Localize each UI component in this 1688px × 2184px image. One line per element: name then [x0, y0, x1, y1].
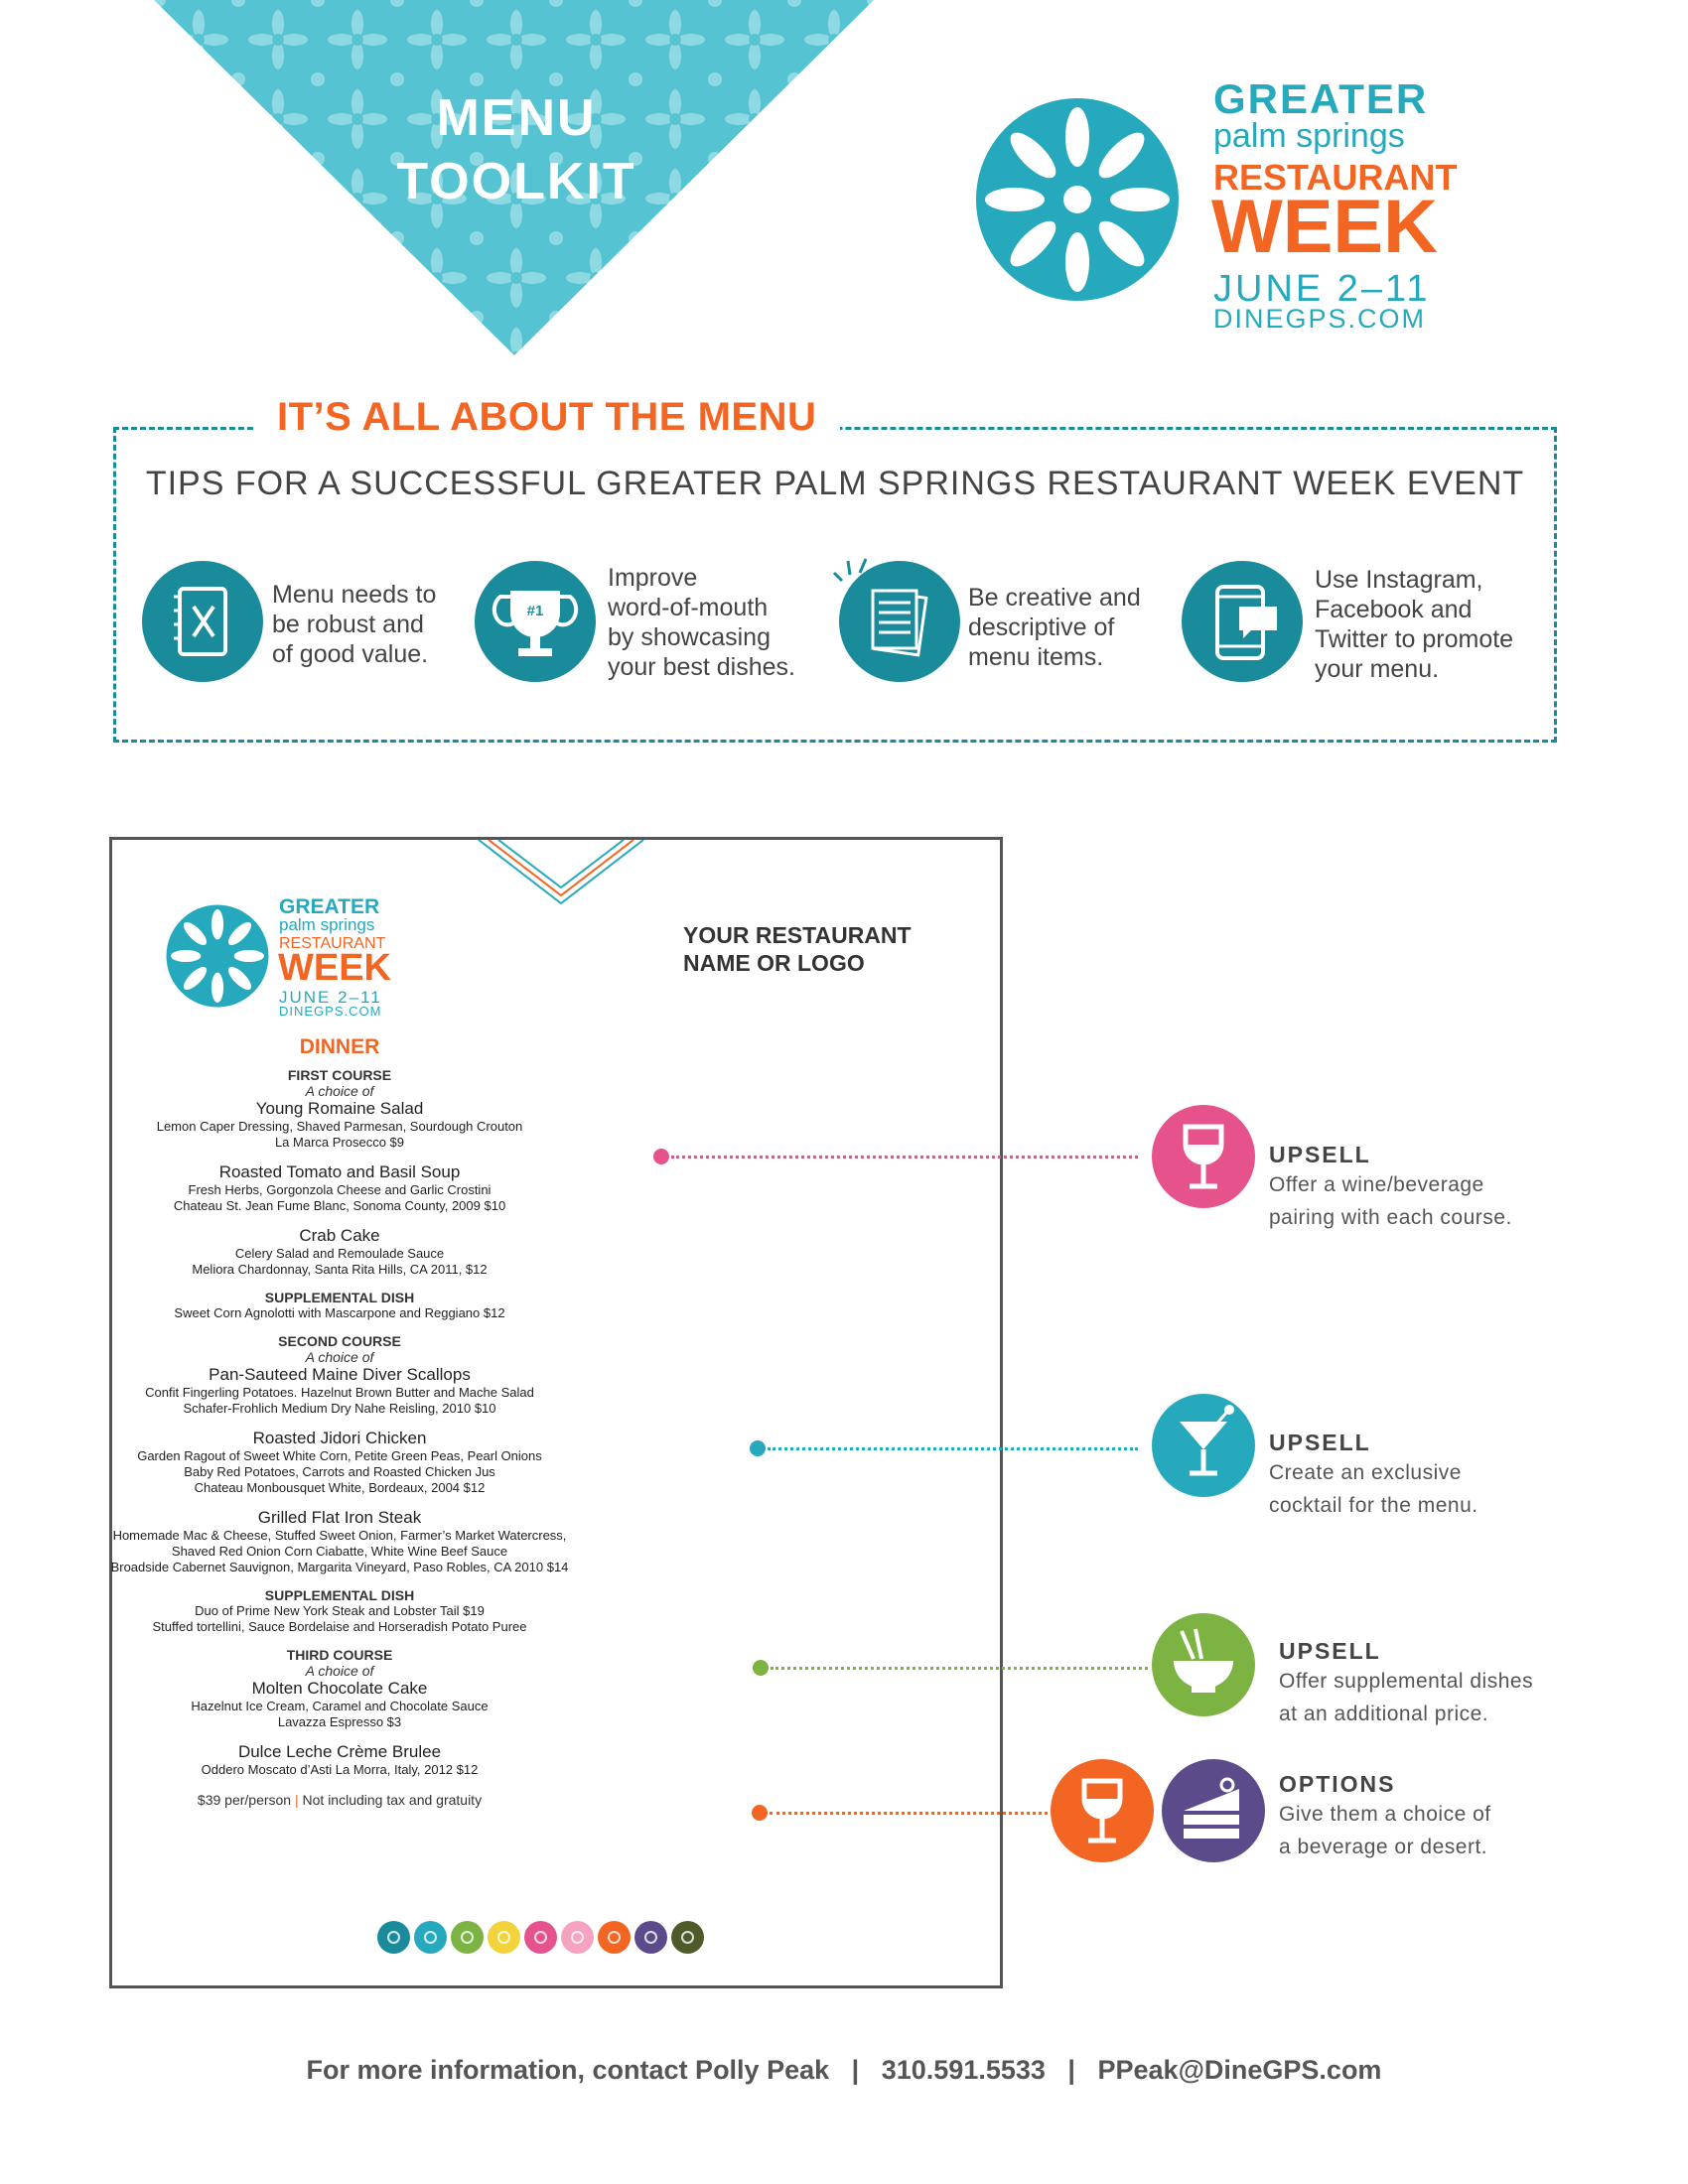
callout-text-1: UPSELL Offer a wine/beverage pairing with each course.	[1269, 1142, 1512, 1229]
footer-separator: |	[1067, 2055, 1075, 2085]
callout-line	[768, 1447, 1138, 1450]
menu-wine: Chateau St. Jean Fume Blanc, Sonoma County, 2009 $10	[173, 1198, 506, 1213]
footer-contact-text: For more information, contact Polly Peak	[306, 2055, 830, 2085]
dot-flower-icon	[571, 1931, 584, 1944]
menu-dish: Young Romaine Salad	[255, 1099, 424, 1118]
menu-desc: Lemon Caper Dressing, Shaved Parmesan, Sourdough Crouton	[156, 1119, 523, 1134]
dot-flower-icon	[497, 1931, 510, 1944]
menu-logo-dates: JUNE 2–11	[279, 988, 382, 1007]
menu-desc: Baby Red Potatoes, Carrots and Roasted Chicken Jus	[184, 1464, 495, 1479]
menu-desc: Fresh Herbs, Gorgonzola Cheese and Garlic Crostini	[188, 1182, 492, 1197]
logo-site: DINEGPS.COM	[1213, 304, 1427, 334]
logo-dates: JUNE 2–11	[1213, 268, 1431, 310]
footer-contact	[0, 2055, 1688, 2086]
menu-logo-restaurant: RESTAURANT	[279, 935, 386, 952]
callout-icon-circle	[1152, 1613, 1255, 1716]
menu-wine: La Marca Prosecco $9	[274, 1135, 405, 1150]
menu-color-dot	[451, 1921, 484, 1954]
cake-slice-icon	[1162, 1759, 1265, 1862]
menu-desc: Confit Fingerling Potatoes. Hazelnut Brown Butter and Mache Salad	[145, 1385, 534, 1400]
callout-dot	[750, 1440, 766, 1456]
menu-choice: A choice of	[305, 1663, 374, 1679]
phone-chat-icon	[1182, 561, 1303, 682]
menu-logo-palm: palm springs	[279, 915, 375, 934]
dot-flower-icon	[644, 1931, 657, 1944]
menu-price-separator: |	[294, 1792, 299, 1808]
wine-glass-icon	[1152, 1105, 1255, 1208]
menu-wine: Schafer-Frohlich Medium Dry Nahe Reisling, 2010 $10	[183, 1401, 496, 1416]
callout-icon-circle	[1162, 1759, 1265, 1862]
callout-icon-circle	[1152, 1394, 1255, 1497]
cocktail-icon	[1152, 1394, 1255, 1497]
menu-wine: Meliora Chardonnay, Santa Rita Hills, CA 2011, $12	[192, 1262, 488, 1277]
tips-heading: IT’S ALL ABOUT THE MENU	[253, 395, 840, 440]
menu-book-icon	[142, 561, 263, 682]
banner-title-menu: MENU	[436, 89, 597, 147]
trophy-badge: #1	[526, 603, 544, 619]
menu-dish: Roasted Tomato and Basil Soup	[218, 1162, 461, 1181]
tip-text-3: Be creative and descriptive of menu items.	[968, 584, 1141, 671]
callout-line	[771, 1667, 1148, 1670]
menu-supplemental-head: SUPPLEMENTAL DISH	[264, 1290, 415, 1305]
footer-email-link[interactable]: PPeak@DineGPS.com	[1097, 2055, 1382, 2085]
tips-subheading: TIPS FOR A SUCCESSFUL GREATER PALM SPRINGS RESTAURANT WEEK EVENT	[145, 465, 1525, 502]
tip-text-1: Menu needs to be robust and of good value.	[272, 581, 437, 668]
menu-price: $39 per/person	[197, 1792, 292, 1808]
menu-wine: Lavazza Espresso $3	[277, 1714, 402, 1729]
dot-flower-icon	[387, 1931, 400, 1944]
tip-icon-circle	[475, 561, 596, 682]
menu-dinner-title: DINNER	[299, 1035, 380, 1058]
menu-color-dot	[488, 1921, 520, 1954]
dot-flower-icon	[424, 1931, 437, 1944]
callout-line	[671, 1156, 1138, 1159]
menu-dish: Grilled Flat Iron Steak	[257, 1508, 422, 1527]
footer-phone[interactable]: 310.591.5533	[881, 2055, 1046, 2085]
menu-supplemental-head: SUPPLEMENTAL DISH	[264, 1587, 415, 1603]
menu-color-dot	[598, 1921, 631, 1954]
trophy-icon	[475, 561, 596, 682]
sparkle-icon	[832, 551, 892, 591]
logo-palm-springs: palm springs	[1213, 117, 1405, 155]
menu-third-course: THIRD COURSE	[286, 1647, 393, 1663]
menu-price-line	[0, 1792, 786, 1808]
menu-first-course: FIRST COURSE	[287, 1067, 392, 1083]
restaurant-week-flower-logo	[973, 95, 1182, 304]
menu-dish: Pan-Sauteed Maine Diver Scallops	[209, 1365, 471, 1384]
menu-choice: A choice of	[305, 1349, 374, 1365]
restaurant-name-placeholder: YOUR RESTAURANT NAME OR LOGO	[683, 922, 912, 976]
footer-separator: |	[851, 2055, 860, 2085]
menu-dish: Roasted Jidori Chicken	[252, 1429, 427, 1447]
menu-dish: Molten Chocolate Cake	[251, 1679, 428, 1698]
menu-logo-site: DINEGPS.COM	[279, 1004, 382, 1019]
wine-glass-icon	[1051, 1759, 1154, 1862]
menu-choice: A choice of	[305, 1083, 374, 1099]
menu-color-dot	[634, 1921, 667, 1954]
tip-icon-circle	[1182, 561, 1303, 682]
menu-color-dots	[377, 1921, 704, 1954]
callout-dot	[753, 1660, 769, 1676]
menu-color-dot	[561, 1921, 594, 1954]
callout-dot	[653, 1149, 669, 1164]
menu-desc: Stuffed tortellini, Sauce Bordelaise and Horseradish Potato Puree	[152, 1619, 527, 1634]
callout-icon-circle	[1051, 1759, 1154, 1862]
banner-title-toolkit: TOOLKIT	[396, 153, 636, 210]
menu-price-note: Not including tax and gratuity	[302, 1792, 483, 1808]
menu-dish: Crab Cake	[299, 1226, 380, 1245]
menu-color-dot	[671, 1921, 704, 1954]
tip-text-4: Use Instagram, Facebook and Twitter to promote your menu.	[1315, 566, 1514, 683]
menu-color-dot	[524, 1921, 557, 1954]
menu-wine: Broadside Cabernet Sauvignon, Margarita Vineyard, Paso Robles, CA 2010 $14	[110, 1560, 569, 1574]
dot-flower-icon	[608, 1931, 621, 1944]
callout-line	[770, 1812, 1048, 1815]
menu-logo-greater: GREATER	[279, 895, 380, 918]
menu-desc: Homemade Mac & Cheese, Stuffed Sweet Onion, Farmer’s Market Watercress,	[112, 1528, 567, 1543]
logo-restaurant: RESTAURANT	[1213, 157, 1458, 198]
menu-wine: Chateau Monbousquet White, Bordeaux, 2004 $12	[194, 1480, 486, 1495]
menu-desc: Hazelnut Ice Cream, Caramel and Chocolate Sauce	[191, 1699, 489, 1713]
menu-color-dot	[414, 1921, 447, 1954]
menu-chevron-ornament	[477, 840, 645, 919]
menu-logo-week: WEEK	[278, 947, 391, 989]
menu-dish: Dulce Leche Crème Brulee	[237, 1742, 442, 1761]
menu-desc: Duo of Prime New York Steak and Lobster Tail $19	[195, 1603, 485, 1618]
menu-color-dot	[377, 1921, 410, 1954]
callout-text-2: UPSELL Create an exclusive cocktail for the menu.	[1269, 1430, 1478, 1517]
callout-text-3: UPSELL Offer supplemental dishes at an additional price.	[1279, 1638, 1534, 1725]
menu-desc: Celery Salad and Remoulade Sauce	[234, 1246, 445, 1261]
dot-flower-icon	[534, 1931, 547, 1944]
callout-dot	[752, 1805, 768, 1821]
dot-flower-icon	[461, 1931, 474, 1944]
logo-greater: GREATER	[1213, 75, 1429, 122]
dot-flower-icon	[681, 1931, 694, 1944]
tip-text-2: Improve word-of-mouth by showcasing your best dishes.	[608, 564, 795, 681]
menu-wine: Oddero Moscato d’Asti La Morra, Italy, 2012 $12	[201, 1762, 479, 1777]
callout-text-4: OPTIONS Give them a choice of a beverage or desert.	[1279, 1771, 1491, 1858]
tip-icon-circle	[142, 561, 263, 682]
menu-logo-flower	[165, 903, 270, 1009]
menu-content	[0, 1035, 786, 1808]
menu-desc: Shaved Red Onion Corn Ciabatte, White Wine Beef Sauce	[171, 1544, 508, 1559]
menu-desc: Sweet Corn Agnolotti with Mascarpone and Reggiano $12	[174, 1305, 505, 1320]
callout-icon-circle	[1152, 1105, 1255, 1208]
menu-second-course: SECOND COURSE	[278, 1333, 401, 1349]
menu-desc: Garden Ragout of Sweet White Corn, Petite Green Peas, Pearl Onions	[137, 1448, 542, 1463]
logo-week: WEEK	[1211, 185, 1438, 269]
bowl-chopsticks-icon	[1152, 1613, 1255, 1716]
